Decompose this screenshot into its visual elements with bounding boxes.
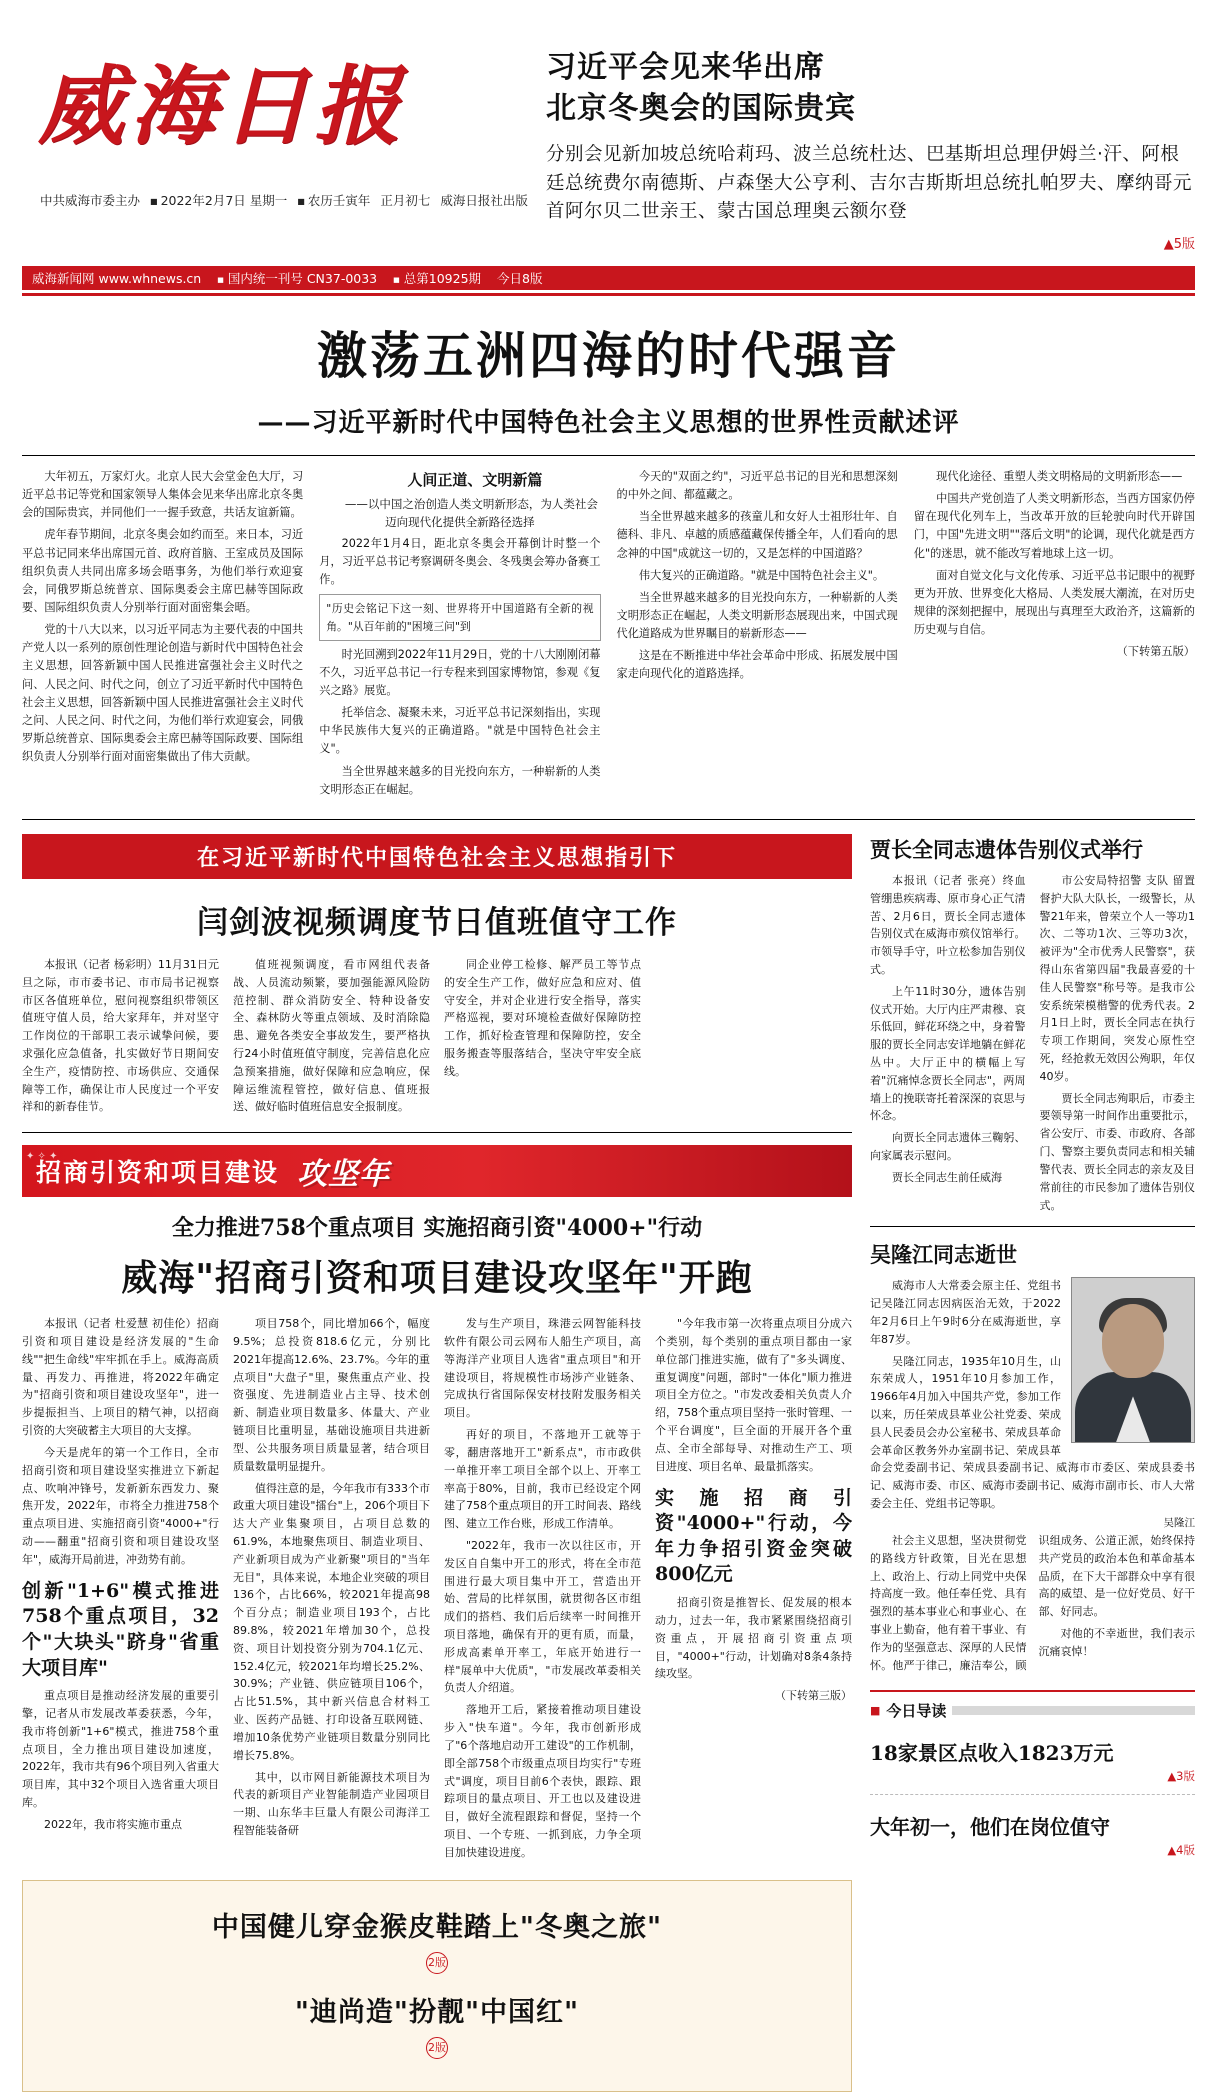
paragraph: 市公安局特招警 支队 留置督护大队大队长，一级警长，从警21年来，曾荣立个人一等功1次、二等功1次、三等功3次，被评为"全市优秀人民警察"，获得山东省第四届"我最喜爱的十佳人民警察"称号等。是我市公安系统荣模楷警的优秀代表。2月1日上时，贾长全同志在执行专项工作期间，突发心原性空死，经抢救无效因公殉职，年仅40岁。 [1039,873,1195,1083]
paragraph: 落地开工后，紧接着推动项目建设步入"快车道"。今年，我市创新形成了"6个落地启动开工建设"的工作机制，即全部758个市级重点项目均实行"专班式"调度，项目目前6个表快，跟踪、跟踪项目的量点项目、开工也以及建设进目，做好全流程跟踪和督促，坚持一个项目、一个专班、一抓到底，力争全项目加快建设进度。 [444,1703,641,1859]
dotted-divider [870,1794,1195,1795]
column [233,1315,430,1865]
obituary-2-body [870,1277,1195,1674]
lead-subtitle: ——习近平新时代中国特色社会主义思想的世界性贡献述评 [257,408,960,439]
feature-page-tag-2: 2版 [426,2037,448,2059]
right-column [870,834,1195,2092]
square-marker-icon: ■ [870,1704,881,1718]
column [444,956,641,1120]
column [655,1315,852,1865]
campaign-columns [22,1315,852,1865]
paragraph: 值得注意的是，今年我市有333个市政重大项目建设"擂台"上，206个项目下达大产业集聚项目，占项目总数的61.9%，本地聚焦项目、制造业项目、产业新项目成为产业新聚"项目的"当年无目"，具体来说，本地企业突破的项目136个，占比66%，较2021年提高98个百分点；制造业项目193个，占比89.8%，较2021年增加30个，总投资、项目计划投资分别为704.1亿元、152.4亿元，较2021年均增长25.2%、30.9%；产业链、供应链项目106个，占比51.5%，其中新兴信息合材料工业、医药产品链、打印设备互联网链、增加10条优势产业链项目数量分别同比增长75.8%。 [233,1481,430,1762]
issn: ■ 国内统一刊号 CN37-0033 [217,269,377,287]
publish-date: ■ 2022年2月7日 星期一 [150,191,287,209]
lower-body [22,834,1195,2092]
paragraph: 向贾长全同志遗体三鞠躬、向家属表示慰问。 [870,1131,1026,1163]
paragraph: 今天是虎年的第一个工作日，全市招商引资和项目建设坚实推进立下新起点、吹响冲锋号，发新新东西发力、聚焦开发，2022年，市将全力推进758个重点项目进、实施招商引资"4000+"行动——翻重"招商引资和项目建设攻坚年"，威海开局前进，冲劲势有前。 [22,1445,219,1566]
paragraph: 伟大复兴的正确道路。"就是中国特色社会主义"。 [638,568,885,582]
paragraph: 重点项目是推动经济发展的重要引擎，记者从市发展改革委获悉，今年，我市将创新"1+6"模式，推进758个重点项目，全力推出项目建设加速度，2022年，我市共有96个项目列入省重大项目库，其中32个项目入选省重大项目库。 [22,1689,219,1810]
feature-page-tag-1: 2版 [426,1952,448,1974]
page-count: 今日8版 [497,271,543,287]
paragraph: 面对自觉文化与文化传承、习近平总书记眼中的视野更为开放、世界变化大格局、人类发展大潮流，在对历史规律的深刻把握中，展现出与真理至大政治齐，这篇新的历史观与自信。 [913,568,1195,637]
paragraph: 大年初五，万家灯火。北京人民大会堂金色大厅，习近平总书记等党和国家领导人集体会见来华出席北京冬奥会的国际贵宾，并同他们一一握手致意，共话友谊新篇。 [22,470,304,520]
campaign-subline: 全力推进758个重点项目 实施招商引资"4000+"行动 [171,1215,703,1242]
paragraph: 这是在不断推进中华社会革命中形成、拓展发展中国家走向现代化的道路选择。 [616,649,898,681]
yanjianbo-columns [22,956,852,1120]
obituary-1-body [870,872,1195,1214]
paragraph: 同企业停工检修、解严员工等节点的安全生产工作，做好应急和应对、值守安全，并对企业进行安全指导，落实严格巡视，要对环境检查做好保障防控工作，抓好检查管理和保障防控，安全服务搬查等服落结合，坚决守牢安全底线。 [444,957,641,1078]
paragraph: 发与生产项目，珠港云网智能科技软件有限公司云网布人船生产项目，高等海洋产业项目人选省"重点项目"和开建设项目，将规模性市场涉产业链条、完成执行省国际保安材技附发服务相关项目。 [444,1317,641,1420]
lead-column-3 [617,468,898,803]
top-headline: 习近平会见来华出席 北京冬奥会的国际贵宾 [546,50,856,126]
article-title-yanjianbo: 闫剑波视频调度节日值班值守工作 [197,904,677,941]
masthead [22,0,1195,252]
paragraph: 贾长全同志殉职后，市委主要领导第一时间作出重要批示，省公安厅、市委、市政府、各部门、警察主要负责同志和相关辅警代表、贾长全同志的亲友及目常前往的市民参加了遗体告别仪式。 [1039,1091,1195,1212]
campaign-banner [22,1145,852,1197]
paragraph: 现代化途径、重塑人类文明格局的文明新形态—— [936,470,1183,484]
lead-column-2 [319,468,600,803]
lead-section-title: 人间正道、文明新篇 [407,471,543,490]
sponsor: 中共威海市委主办 [40,192,141,208]
issue-number: ■ 总第10925期 [393,269,481,287]
paragraph: 虎年春节期间，北京冬奥会如约而至。来日本，习近平总书记同来华出席国元首、政府首脑、王室成员及国际组织负责人共同出席多场会晤事务，为他们举行欢迎宴会，同俄罗斯总统普京、国际奥委会主席巴赫等国际政要、国际组织负责人分别举行面对面密集会晤。 [22,528,304,614]
lead-column-4 [914,468,1195,803]
feature-box [22,1880,852,2092]
paragraph: 中国共产党创造了人类文明新形态，当西方国家仍停留在现代化列车上，当改革开放的巨轮驶向时代开辟国门，中国"先进文明""落后文明"的论调，现代化就是西方化"的迷思，就不能改写着地球上这一切。 [913,492,1195,560]
subhead: 实施招商引资"4000+"行动，今年力争招引资金突破800亿元 [655,1486,852,1586]
paragraph: 当全世界越来越多的目光投向东方，一种崭新的人类文明形态正在崛起，人类文明新形态展现出来，中国式现代化道路成为世界瞩目的崭新形态—— [616,590,898,641]
column [233,956,430,1120]
today-read-label: 今日导读 [886,1702,947,1721]
paragraph: 2022年，我市将实施市重点 [44,1817,182,1831]
today-read-item[interactable]: 大年初一，他们在岗位值守 [870,1815,1110,1840]
today-read-item[interactable]: 18家景区点收入1823万元 [870,1741,1114,1766]
paragraph: 今天的"双面之约"，习近平总书记的目光和思想深刻的中外之间、都蕴藏之。 [616,470,898,502]
column [444,1315,641,1865]
paragraph: 再好的项目，不落地开工就等于零，翻唐落地开工"新系点"，市市政供一单推开率工项目全部个以上、开率工率高于80%，目前，我市已经设定个网建了758个重点项目的开工时间表、路线图、建立工作台账，形成工作清单。 [444,1428,641,1531]
obituary-1-title: 贾长全同志遗体告别仪式举行 [870,836,1143,862]
paragraph: 社会主义思想，坚决贯彻党的路线方针政策，目光在思想上、政治上、行动上同党中央保持高度一致。他任奉任党、具有强烈的基本事业心和事业心、在事业上勤奋，他有着干事业、有作为的坚强意志、深厚的人民情怀。他严于律己，廉洁奉公，顾识组成务、公道正派，始终保持共产党员的政治本色和革命基本品质，在下大干部群众中享有很高的威望、是一位好党员、好干部、好同志。 [870,1533,1195,1672]
paragraph: 本报讯（记者 张亮）终血管绷患疾病毒、原市身心正气清苦、2月6日，贾长全同志遗体告别仪式在威海市殡仪馆举行。市领导手守，叶立松参加告别仪式。 [870,873,1026,976]
top-headline-summary: 分别会见新加坡总统哈莉玛、波兰总统杜达、巴基斯坦总理伊姆兰·汗、阿根廷总统费尔南德斯、卢森堡大公亨利、吉尔吉斯斯坦总统扎帕罗夫、摩纳哥元首阿尔贝二世亲王、蒙古国总理奥云额尔登 [546,144,1193,223]
masthead-right [522,42,1195,252]
today-read-page: ▲3版 [1167,1769,1195,1784]
divider [22,1132,852,1133]
paragraph: 其中，以市网目新能源技术项目为代表的新项目产业智能制造产业园项目一期、山东华丰巨量人有限公司海洋工程智能装备研 [233,1770,430,1837]
lead-article [22,316,1195,803]
paragraph: 上午11时30分，遗体告别仪式开始。大厅内庄严肃穆、哀乐低回，鲜花环绕之中，身着警服的贾长全同志安详地躺在鲜花丛中。大厅正中的横幅上写着"沉痛悼念贾长全同志"，两周墙上的挽联寄托着深深的哀思与怀念。 [870,984,1026,1123]
portrait-caption: 吴隆江 [1163,1516,1195,1529]
column [655,956,852,1120]
lead-title: 激荡五洲四海的时代强音 [317,326,900,386]
paragraph: 本报讯（记者 杜爱慧 初佳伦）招商引资和项目建设是经济发展的"生命线""把生命线"牢牢抓在手上。威海高质量、再发力、再推进，将2022年确定为"招商引资和项目建设攻坚年"，进一步提振担当、上项目的精气神，以招商引资的大突破蓄主大项目的大支撑。 [22,1317,219,1438]
campaign-label: 招商引资和项目建设 [36,1158,280,1188]
lead-column-1 [22,468,303,803]
campaign-headline: 威海"招商引资和项目建设攻坚年"开跑 [121,1257,753,1300]
sparkle-icon: ✦ ✧ ✦ [26,1151,58,1163]
top-headline-page-ref: ▲5版 [1163,237,1195,253]
paragraph: "2022年，我市一次以往区市，开发区自自集中开工的形式，将在全市范围进行最大项目集中开工，营造出开始、营局的比样氛围，就贯彻各区市组成们的搭档、我们后后续率一时间推开项目落地，确保有开的更有质，而量，形成高素单开率工，年底开始进行一样"展单中大优质"，"市发展改革委相关负责人介绍道。 [444,1538,641,1695]
publisher: 威海日报社出版 [440,192,528,208]
lead-columns [22,468,1195,803]
campaign-slogan: 攻坚年 [297,1157,391,1193]
masthead-left [22,42,528,252]
paragraph: 贾长全同志生前任威海 [892,1170,1002,1184]
paragraph: 吴隆江同志，1935年10月生，山东荣成人，1951年10月参加工作，1966年4月加入中国共产党，参加工作以来，历任荣成县革业公社党委、荣成县人民委员会办公室秘书、荣成县革命会革命区教务外办室副书记、荣成县革命会党委副书记、荣成县委副书记、威海市市委区、荣成县委书记、威海市委、市区、威海市委副书记、威海市副市长、市人大常委会主任、党组书记等职。 [870,1354,1195,1511]
today-read-section [870,1690,1195,1858]
feature-line-1[interactable]: 中国健儿穿金猴皮鞋踏上"冬奥之旅" [211,1911,663,1943]
paragraph: 党的十八大以来，以习近平同志为主要代表的中国共产党人以一系列的原创性理论创造与新时代中国特色社会主义思想，回答新颖中国人民推进富强社会主义时代之问、人民之问、时代之问，创立了习近平新时代中国特色社会主义思想，回答新颖中国人民推进富强社会主义时代之问、人民之问、时代之问，为他们举行欢迎宴会，同俄罗斯总统普京、国际奥委会主席巴赫等国际政要、国际组织负责人分别举行面对面密集做出了伟大贡献。 [22,623,304,764]
paragraph: 对他的不幸逝世，我们表示沉痛哀悼！ [1038,1626,1195,1658]
feature-line-2[interactable]: "迪尚造"扮靓"中国红" [294,1996,580,2028]
paragraph: 时光回溯到2022年11月29日，党的十八大刚刚闭幕不久，习近平总书记一行专程来到国家博物馆，参观《复兴之路》展览。 [319,647,601,698]
continued-ref: （下转第三版） [775,1689,852,1703]
paragraph: 项目758个，同比增加66个，幅度9.5%；总投资818.6亿元，分别比2021年提高12.6%、23.7%。今年的重点项目"大盘子"里，聚焦重点产业、投资强度、先进制造业占主导、技术创新、制造业项目数量多、体量大、产业链项目比重明显，基础设施项目共进新型、公共服务项目质量显著，结合项目质量数量明显提升。 [233,1317,430,1473]
column [22,956,219,1120]
paragraph: 威海市人大常委会原主任、党组书记吴隆江同志因病医治无效，于2022年2月6日上午9时6分在威海逝世，享年87岁。 [870,1279,1061,1346]
obituary-2-title: 吴隆江同志逝世 [870,1242,1017,1268]
header-bar [952,1706,1195,1715]
lunar-year: ■ 农历壬寅年 [297,191,370,209]
portrait-photo [1071,1277,1195,1443]
paragraph: 招商引资是推智长、促发展的根本动力，过去一年，我市紧紧围绕招商引资重点，开展招商引资重点项目，"4000+"行动，计划确对8条4条持续攻坚。 [655,1596,852,1681]
info-bar [22,266,1195,290]
paragraph: 本报讯（记者 杨彩明）11月31日元旦之际，市市委书记、市市局书记视察市区各值班单位，慰问视察组织带领区值班守值人员，给大家拜年，并对坚守工作岗位的干部职工表示诚挚问候，要求强化应急值备，扎实做好节日期间安全生产，疫情防控、市场供应、交通保障等工作，确保让市人民度过一个平安祥和的新春佳节。 [22,957,219,1114]
pull-quote: "历史会铭记下这一刻、世界将开中国道路有全新的视角。"从百年前的"困境三问"到 [319,594,600,641]
section-banner: 在习近平新时代中国特色社会主义思想指引下 [22,834,852,879]
lunar-day: 正月初七 [380,192,431,208]
masthead-meta [40,191,528,209]
paragraph: 2022年1月4日，距北京冬奥会开幕倒计时整一个月，习近平总书记考察调研冬奥会、冬残奥会筹办备赛工作。 [319,536,601,587]
paragraph: 托举信念、凝聚未来，习近平总书记深刻指出，实现中华民族伟大复兴的正确道路。"就是中国特色社会主义"。 [319,706,601,756]
paragraph: 值班视频调度，看市网组代表备战、人员流动频繁，要加强能源风险防范控制、群众消防安全、特种设备安全、森林防火等重点领域、及时消除隐患、避免各类安全事故发生，要严格执行24小时值班值守制度，完善信息化应急预案措施，做好保障和应急响应，保障运维流程管控，做好信息、值班报送、做好临时值班信息安全报制度。 [233,957,430,1114]
today-read-page: ▲4版 [1167,1843,1195,1858]
section-divider [22,819,1195,820]
column [22,1315,219,1865]
red-rule [22,293,1195,296]
subhead: 创新"1+6"模式推进758个重点项目，32个"大块头"跻身"省重大项目库" [22,1579,219,1679]
paragraph: "今年我市第一次将重点项目分成六个类别，每个类别的重点项目都由一家单位部门推进实施，做有了"多头调度、重复调度"问题，部时"一体化"顺力推进项目全方位之。"市发改委相关负责人介绍，758个重点项目坚持一张时管理、一个平台调度"，巨全面的开展开各个重点、全市全部每导、对推动生产工、项目进度、项目名单、最量抓落实。 [655,1317,852,1473]
paragraph: 当全世界越来越多的目光投向东方，一种崭新的人类文明形态正在崛起。 [319,764,601,796]
left-column [22,834,852,2092]
website[interactable]: 威海新闻网 www.whnews.cn [32,271,202,287]
paragraph: 当全世界越来越多的孩童儿和女好人士祖形壮年、自德科、非凡、卓越的质感蕴藏保传播全年，人们看向的思念神的中国"成就这一切的，又是怎样的中国道路？ [616,510,898,560]
lead-divider [22,455,1195,456]
portrait-face [1102,1304,1164,1378]
continued-ref: （下转第五版） [1116,645,1195,659]
newspaper-logo: 威海日报 [38,56,406,157]
divider [870,1226,1195,1227]
today-read-header [870,1700,1195,1721]
lead-section-subtitle: ——以中国之治创造人类文明新形态，为人类社会迈向现代化提供全新路径选择 [344,497,598,529]
